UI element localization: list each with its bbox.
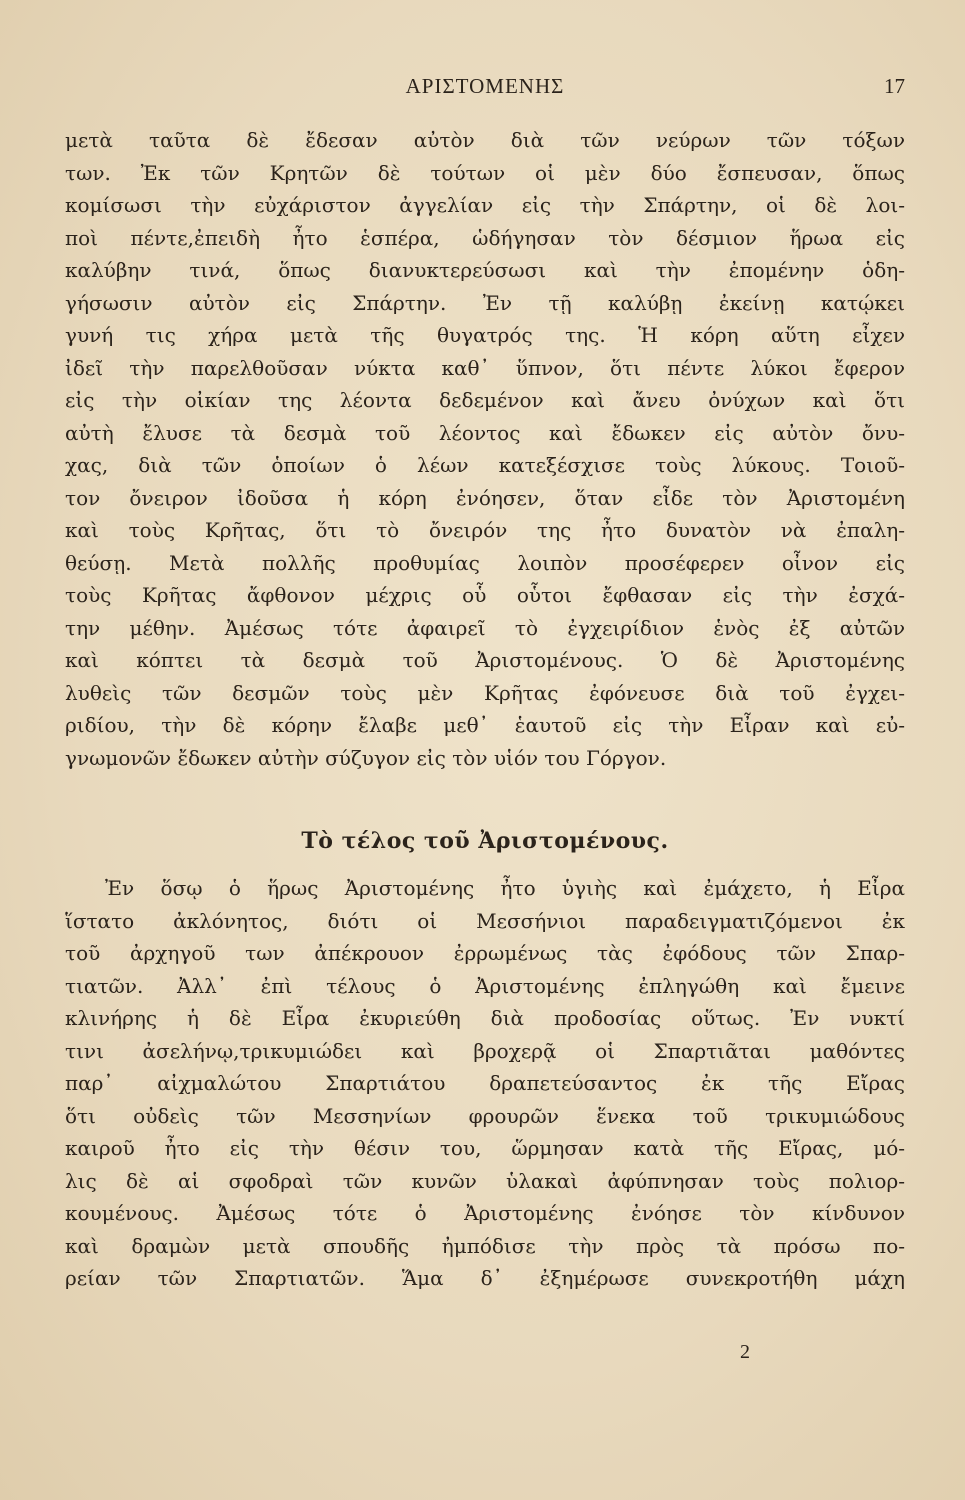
text-line: τιατῶν. Ἀλλ᾽ ἐπὶ τέλους ὁ Ἀριστομένης ἐπληγώθη καὶ ἔμεινε bbox=[65, 973, 905, 998]
text-line: καὶ τοὺς Κρῆτας, ὅτι τὸ ὄνειρόν της ἦτο δυνατὸν νὰ ἐπαλη- bbox=[65, 518, 905, 542]
text-line: ἵστατο ἀκλόνητος, διότι οἱ Μεσσήνιοι παραδειγματιζόμενοι ἐκ bbox=[65, 908, 905, 933]
text-line: Ἐν ὅσῳ ὁ ἥρως Ἀριστομένης ἦτο ὑγιὴς καὶ ἐμάχετο, ἡ Εἶρα bbox=[105, 876, 905, 900]
text-line: γνωμονῶν ἔδωκεν αὐτὴν σύζυγον εἰς τὸν υἱόν του Γόργον. bbox=[65, 745, 667, 770]
text-line: των. Ἐκ τῶν Κρητῶν δὲ τούτων οἱ μὲν δύο ἔσπευσαν, ὅπως bbox=[65, 160, 905, 185]
text-line: καὶ δραμὼν μετὰ σπουδῆς ἠμπόδισε τὴν πρὸς τὰ πρόσω πο- bbox=[65, 1233, 905, 1258]
text-line: τοὺς Κρῆτας ἄφθονον μέχρις οὗ οὗτοι ἔφθασαν εἰς τὴν ἐσχά- bbox=[65, 583, 905, 607]
text-line: γήσωσιν αὐτὸν εἰς Σπάρτην. Ἐν τῇ καλύβῃ ἐκείνῃ κατῴκει bbox=[65, 290, 905, 315]
text-line: κλινήρης ἡ δὲ Εἶρα ἐκυριεύθη διὰ προδοσίας οὕτως. Ἐν νυκτί bbox=[65, 1006, 905, 1030]
running-title: ΑΡΙΣΤΟΜΕΝΗΣ bbox=[405, 74, 565, 98]
page-header bbox=[65, 74, 905, 106]
text-line: καὶ κόπτει τὰ δεσμὰ τοῦ Ἀριστομένους. Ὁ δὲ Ἀριστομένης bbox=[65, 648, 905, 672]
signature-mark: 2 bbox=[740, 1341, 750, 1363]
text-line: μετὰ ταῦτα δὲ ἔδεσαν αὐτὸν διὰ τῶν νεύρων τῶν τόξων bbox=[65, 128, 905, 152]
section-heading: Τὸ τέλος τοῦ Ἀριστομένους. bbox=[301, 828, 669, 854]
text-line: τον ὄνειρον ἰδοῦσα ἡ κόρη ἐνόησεν, ὅταν εἶδε τὸν Ἀριστομένη bbox=[65, 485, 905, 510]
text-line: γυνή τις χήρα μετὰ τῆς θυγατρός της. Ἡ κόρη αὕτη εἶχεν bbox=[65, 323, 905, 347]
text-line: αὐτὴ ἔλυσε τὰ δεσμὰ τοῦ λέοντος καὶ ἔδωκεν εἰς αὐτὸν ὄνυ- bbox=[65, 420, 905, 445]
text-line: ποὶ πέντε,ἐπειδὴ ἦτο ἑσπέρα, ὡδήγησαν τὸν δέσμιον ἥρωα εἰς bbox=[65, 225, 905, 250]
text-line: εἰς τὴν οἰκίαν της λέοντα δεδεμένον καὶ ἄνευ ὀνύχων καὶ ὅτι bbox=[65, 388, 905, 412]
text-line: παρ᾽ αἰχμαλώτου Σπαρτιάτου δραπετεύσαντος ἐκ τῆς Εἴρας bbox=[65, 1071, 905, 1095]
paragraph-2 bbox=[65, 872, 905, 1295]
text-line: χας, διὰ τῶν ὁποίων ὁ λέων κατεξέσχισε τοὺς λύκους. Τοιοῦ- bbox=[65, 453, 905, 477]
text-line: καλύβην τινά, ὅπως διανυκτερεύσωσι καὶ τὴν ἐπομένην ὁδη- bbox=[65, 258, 905, 282]
page-number: 17 bbox=[884, 74, 905, 98]
text-line: ὅτι οὐδεὶς τῶν Μεσσηνίων φρουρῶν ἕνεκα τοῦ τρικυμιώδους bbox=[65, 1103, 905, 1128]
text-line: λις δὲ αἱ σφοδραὶ τῶν κυνῶν ὑλακαὶ ἀφύπνησαν τοὺς πολιορ- bbox=[65, 1168, 905, 1193]
text-line: τινι ἀσελήνῳ,τρικυμιώδει καὶ βροχερᾷ οἱ Σπαρτιᾶται μαθόντες bbox=[65, 1038, 905, 1063]
text-line: λυθεὶς τῶν δεσμῶν τοὺς μὲν Κρῆτας ἐφόνευσε διὰ τοῦ ἐγχει- bbox=[65, 680, 905, 705]
text-line: την μέθην. Ἀμέσως τότε ἀφαιρεῖ τὸ ἐγχειρίδιον ἑνὸς ἐξ αὐτῶν bbox=[65, 615, 905, 640]
paragraph-1 bbox=[65, 124, 905, 774]
text-line: ρείαν τῶν Σπαρτιατῶν. Ἅμα δ᾽ ἐξημέρωσε συνεκροτήθη μάχη bbox=[65, 1266, 905, 1290]
text-line: καιροῦ ἦτο εἰς τὴν θέσιν του, ὥρμησαν κατὰ τῆς Εἴρας, μό- bbox=[65, 1136, 905, 1160]
text-line: ἰδεῖ τὴν παρελθοῦσαν νύκτα καθ᾽ ὕπνον, ὅτι πέντε λύκοι ἔφερον bbox=[65, 355, 905, 380]
text-line: τοῦ ἀρχηγοῦ των ἀπέκρουον ἐρρωμένως τὰς ἐφόδους τῶν Σπαρ- bbox=[65, 941, 905, 965]
text-line: κουμένους. Ἀμέσως τότε ὁ Ἀριστομένης ἐνόησε τὸν κίνδυνον bbox=[65, 1201, 905, 1225]
text-line: κομίσωσι τὴν εὐχάριστον ἀγγελίαν εἰς τὴν Σπάρτην, οἱ δὲ λοι- bbox=[65, 193, 905, 217]
text-line: θεύσῃ. Μετὰ πολλῆς προθυμίας λοιπὸν προσέφερεν οἶνον εἰς bbox=[65, 550, 905, 575]
text-line: ριδίου, τὴν δὲ κόρην ἔλαβε μεθ᾽ ἑαυτοῦ εἰς τὴν Εἶραν καὶ εὐ- bbox=[65, 713, 905, 737]
